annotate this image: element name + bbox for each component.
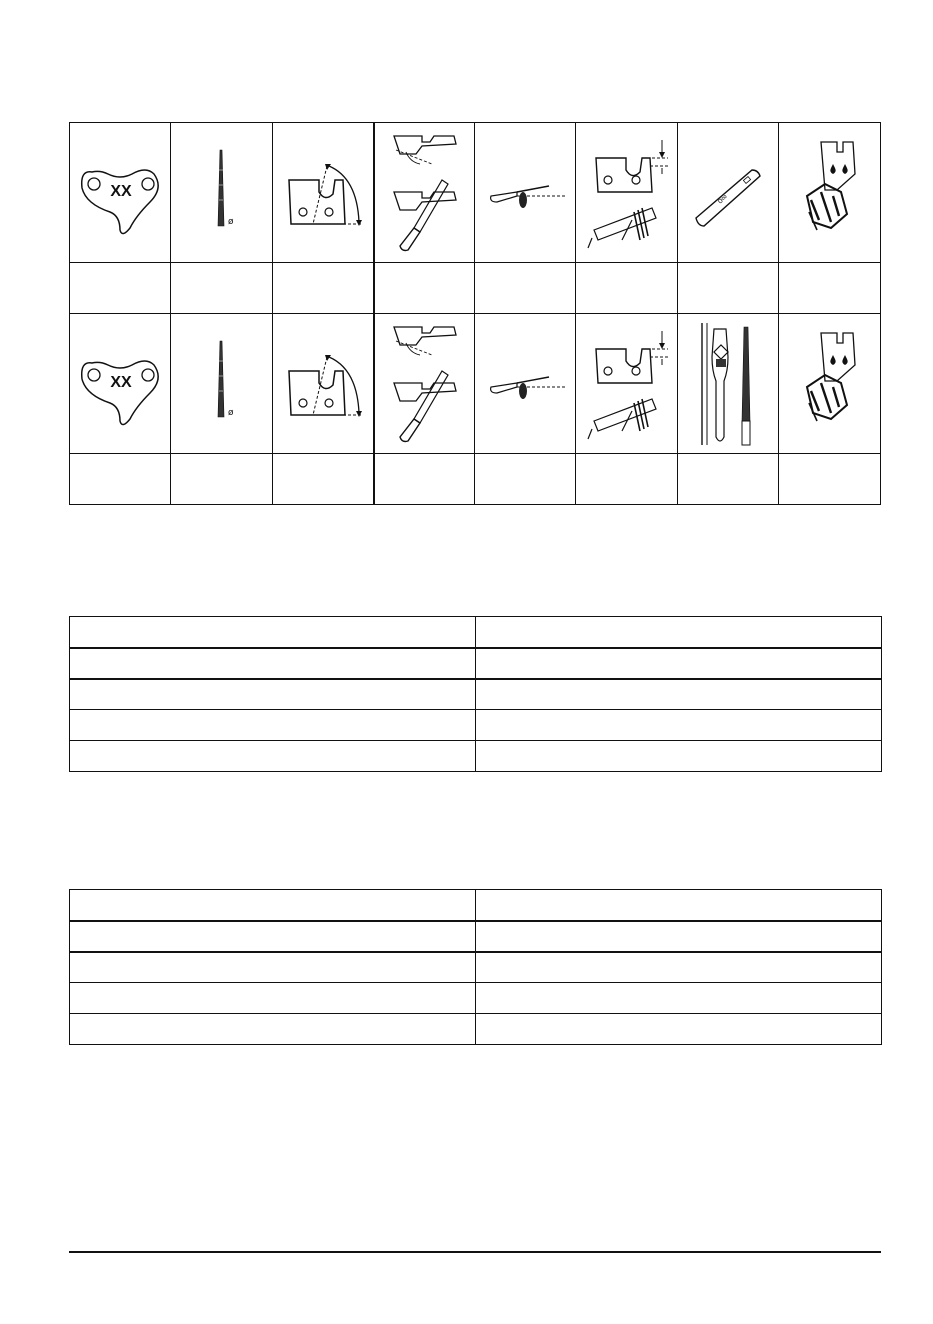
tool-illustration-grid [69, 122, 881, 505]
tool-label-r2c3 [273, 454, 374, 504]
table-row [70, 983, 882, 1014]
marking-text: XX [110, 182, 132, 200]
spec-table-1 [69, 616, 882, 772]
tool-label-r1c1 [70, 263, 171, 314]
table-cell [70, 648, 476, 679]
tool-label-r1c8 [779, 263, 880, 314]
tool-label-r1c7 [678, 263, 779, 314]
combination-gauge-icon [779, 123, 880, 263]
filing-angle-icon [273, 123, 374, 263]
table-cell [70, 710, 476, 741]
table-cell [476, 983, 882, 1014]
svg-text:o∞: o∞ [715, 191, 729, 206]
table-cell [70, 617, 476, 648]
table-row [70, 710, 882, 741]
table-cell [476, 921, 882, 952]
table-row [70, 741, 882, 772]
table-cell [476, 710, 882, 741]
table-cell [70, 890, 476, 921]
table-cell [70, 741, 476, 772]
tool-label-r2c2 [171, 454, 272, 504]
svg-text:ø: ø [228, 216, 234, 227]
round-file-icon [171, 123, 272, 263]
table-cell [476, 890, 882, 921]
table-cell [70, 679, 476, 710]
cutter-link-marking-icon [70, 123, 171, 263]
round-file-icon [171, 314, 272, 454]
depth-gauge-setting-icon [576, 314, 677, 454]
tool-label-r2c8 [779, 454, 880, 504]
tool-label-r2c1 [70, 454, 171, 504]
marking-text: XX [110, 373, 132, 391]
table-row [70, 952, 882, 983]
table-row [70, 1014, 882, 1045]
file-holder-handle-icon [475, 123, 576, 263]
table-row [70, 648, 882, 679]
spec-table-2 [69, 889, 882, 1045]
table-cell [70, 983, 476, 1014]
file-holder-angle-icon [374, 314, 475, 454]
table-row [70, 679, 882, 710]
tool-label-r2c7 [678, 454, 779, 504]
table-cell [476, 1014, 882, 1045]
depth-gauge-setting-icon [576, 123, 677, 263]
table-cell [70, 1014, 476, 1045]
tool-label-r1c3 [273, 263, 374, 314]
depth-gauge-tool-icon [678, 123, 779, 263]
tool-label-r2c4 [374, 454, 475, 504]
table-row [70, 890, 882, 921]
table-cell [70, 952, 476, 983]
table-cell [476, 617, 882, 648]
tool-label-r1c4 [374, 263, 475, 314]
table-cell [70, 921, 476, 952]
flat-file-and-gauge-icon [678, 314, 779, 454]
combination-gauge-icon [779, 314, 880, 454]
cutter-link-marking-icon [70, 314, 171, 454]
tool-label-r2c6 [576, 454, 677, 504]
tool-label-r2c5 [475, 454, 576, 504]
file-holder-angle-icon [374, 123, 475, 263]
table-row [70, 617, 882, 648]
table-cell [476, 952, 882, 983]
svg-text:ø: ø [228, 407, 234, 418]
file-holder-handle-icon [475, 314, 576, 454]
footer-rule [69, 1251, 881, 1253]
table-cell [476, 741, 882, 772]
table-cell [476, 648, 882, 679]
table-cell [476, 679, 882, 710]
tool-label-r1c6 [576, 263, 677, 314]
tool-label-r1c5 [475, 263, 576, 314]
tool-label-r1c2 [171, 263, 272, 314]
filing-angle-icon [273, 314, 374, 454]
table-row [70, 921, 882, 952]
